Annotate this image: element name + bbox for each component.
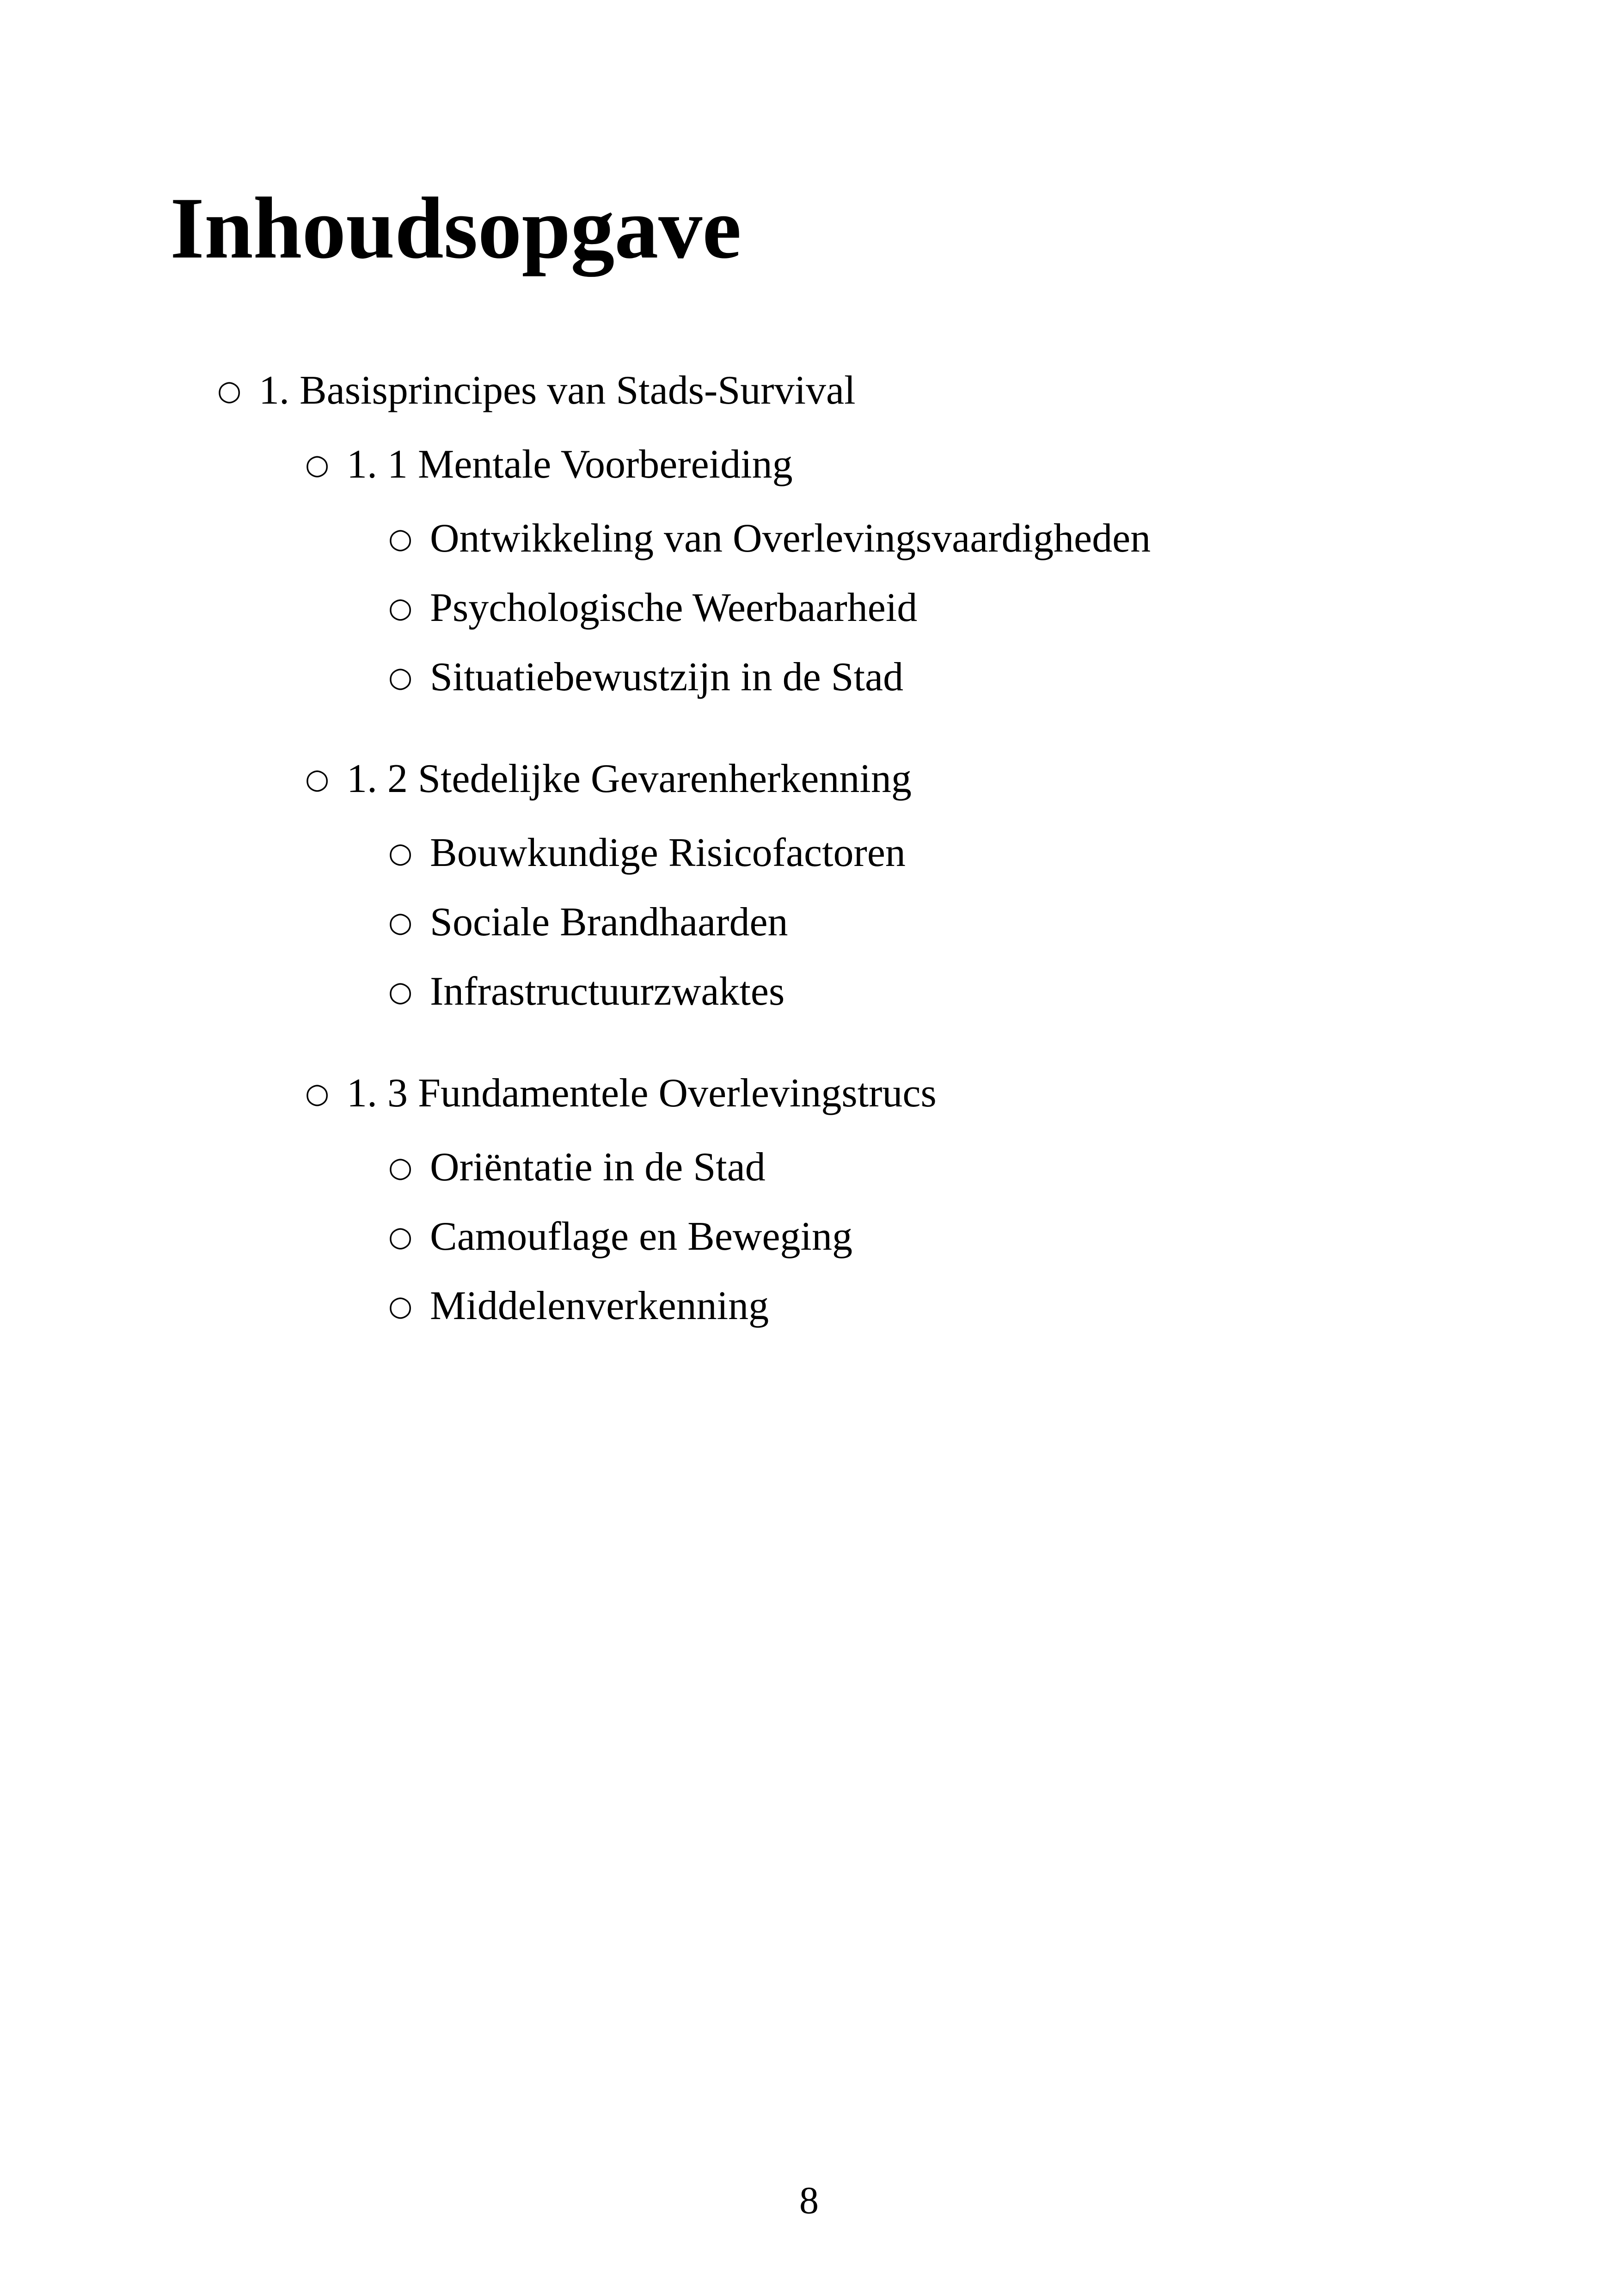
toc-chapter-label: 1. Basisprincipes van Stads-Survival (259, 368, 856, 413)
circle-bullet-icon: ○ (388, 661, 413, 694)
circle-bullet-icon: ○ (388, 1290, 413, 1322)
table-of-contents (217, 356, 1558, 1341)
circle-bullet-icon: ○ (305, 763, 330, 795)
toc-subitem[interactable] (388, 888, 1558, 957)
circle-bullet-icon: ○ (388, 1221, 413, 1253)
toc-section-label: 1. 3 Fundamentele Overlevingstrucs (347, 1071, 937, 1116)
toc-subitem[interactable] (388, 643, 1558, 712)
toc-subitem[interactable] (388, 573, 1558, 643)
toc-chapter-1[interactable] (217, 356, 1558, 425)
toc-section-label: 1. 1 Mentale Voorbereiding (347, 442, 793, 487)
circle-bullet-icon: ○ (388, 592, 413, 624)
toc-section-1-1[interactable] (305, 425, 1558, 504)
page-title: Inhoudsopgave (170, 180, 742, 277)
circle-bullet-icon: ○ (305, 1077, 330, 1110)
toc-subitem-label: Situatiebewustzijn in de Stad (430, 655, 904, 700)
circle-bullet-icon: ○ (388, 976, 413, 1008)
circle-bullet-icon: ○ (388, 522, 413, 555)
toc-subitem-label: Middelenverkenning (430, 1283, 769, 1329)
circle-bullet-icon: ○ (388, 906, 413, 939)
toc-subitem[interactable] (388, 1202, 1558, 1271)
page-number: 8 (799, 2179, 819, 2222)
toc-section-1-3[interactable] (305, 1054, 1558, 1133)
toc-subitem[interactable] (388, 504, 1558, 573)
toc-subitem[interactable] (388, 818, 1558, 888)
circle-bullet-icon: ○ (388, 837, 413, 869)
toc-subitem-label: Camouflage en Beweging (430, 1214, 852, 1259)
toc-subitem-label: Infrastructuurzwaktes (430, 969, 785, 1014)
circle-bullet-icon: ○ (217, 374, 242, 407)
circle-bullet-icon: ○ (305, 448, 330, 481)
toc-subitem-label: Sociale Brandhaarden (430, 900, 788, 945)
toc-section-label: 1. 2 Stedelijke Gevarenherkenning (347, 756, 912, 802)
toc-subitem-label: Oriëntatie in de Stad (430, 1145, 766, 1190)
toc-subitem-label: Psychologische Weerbaarheid (430, 585, 918, 631)
toc-subitem-label: Ontwikkeling van Overlevingsvaardigheden (430, 516, 1151, 561)
circle-bullet-icon: ○ (388, 1151, 413, 1184)
toc-subitem[interactable] (388, 1133, 1558, 1202)
toc-subitem[interactable] (388, 957, 1558, 1026)
toc-subitem[interactable] (388, 1271, 1558, 1341)
toc-subitem-label: Bouwkundige Risicofactoren (430, 830, 906, 876)
toc-section-1-2[interactable] (305, 740, 1558, 818)
